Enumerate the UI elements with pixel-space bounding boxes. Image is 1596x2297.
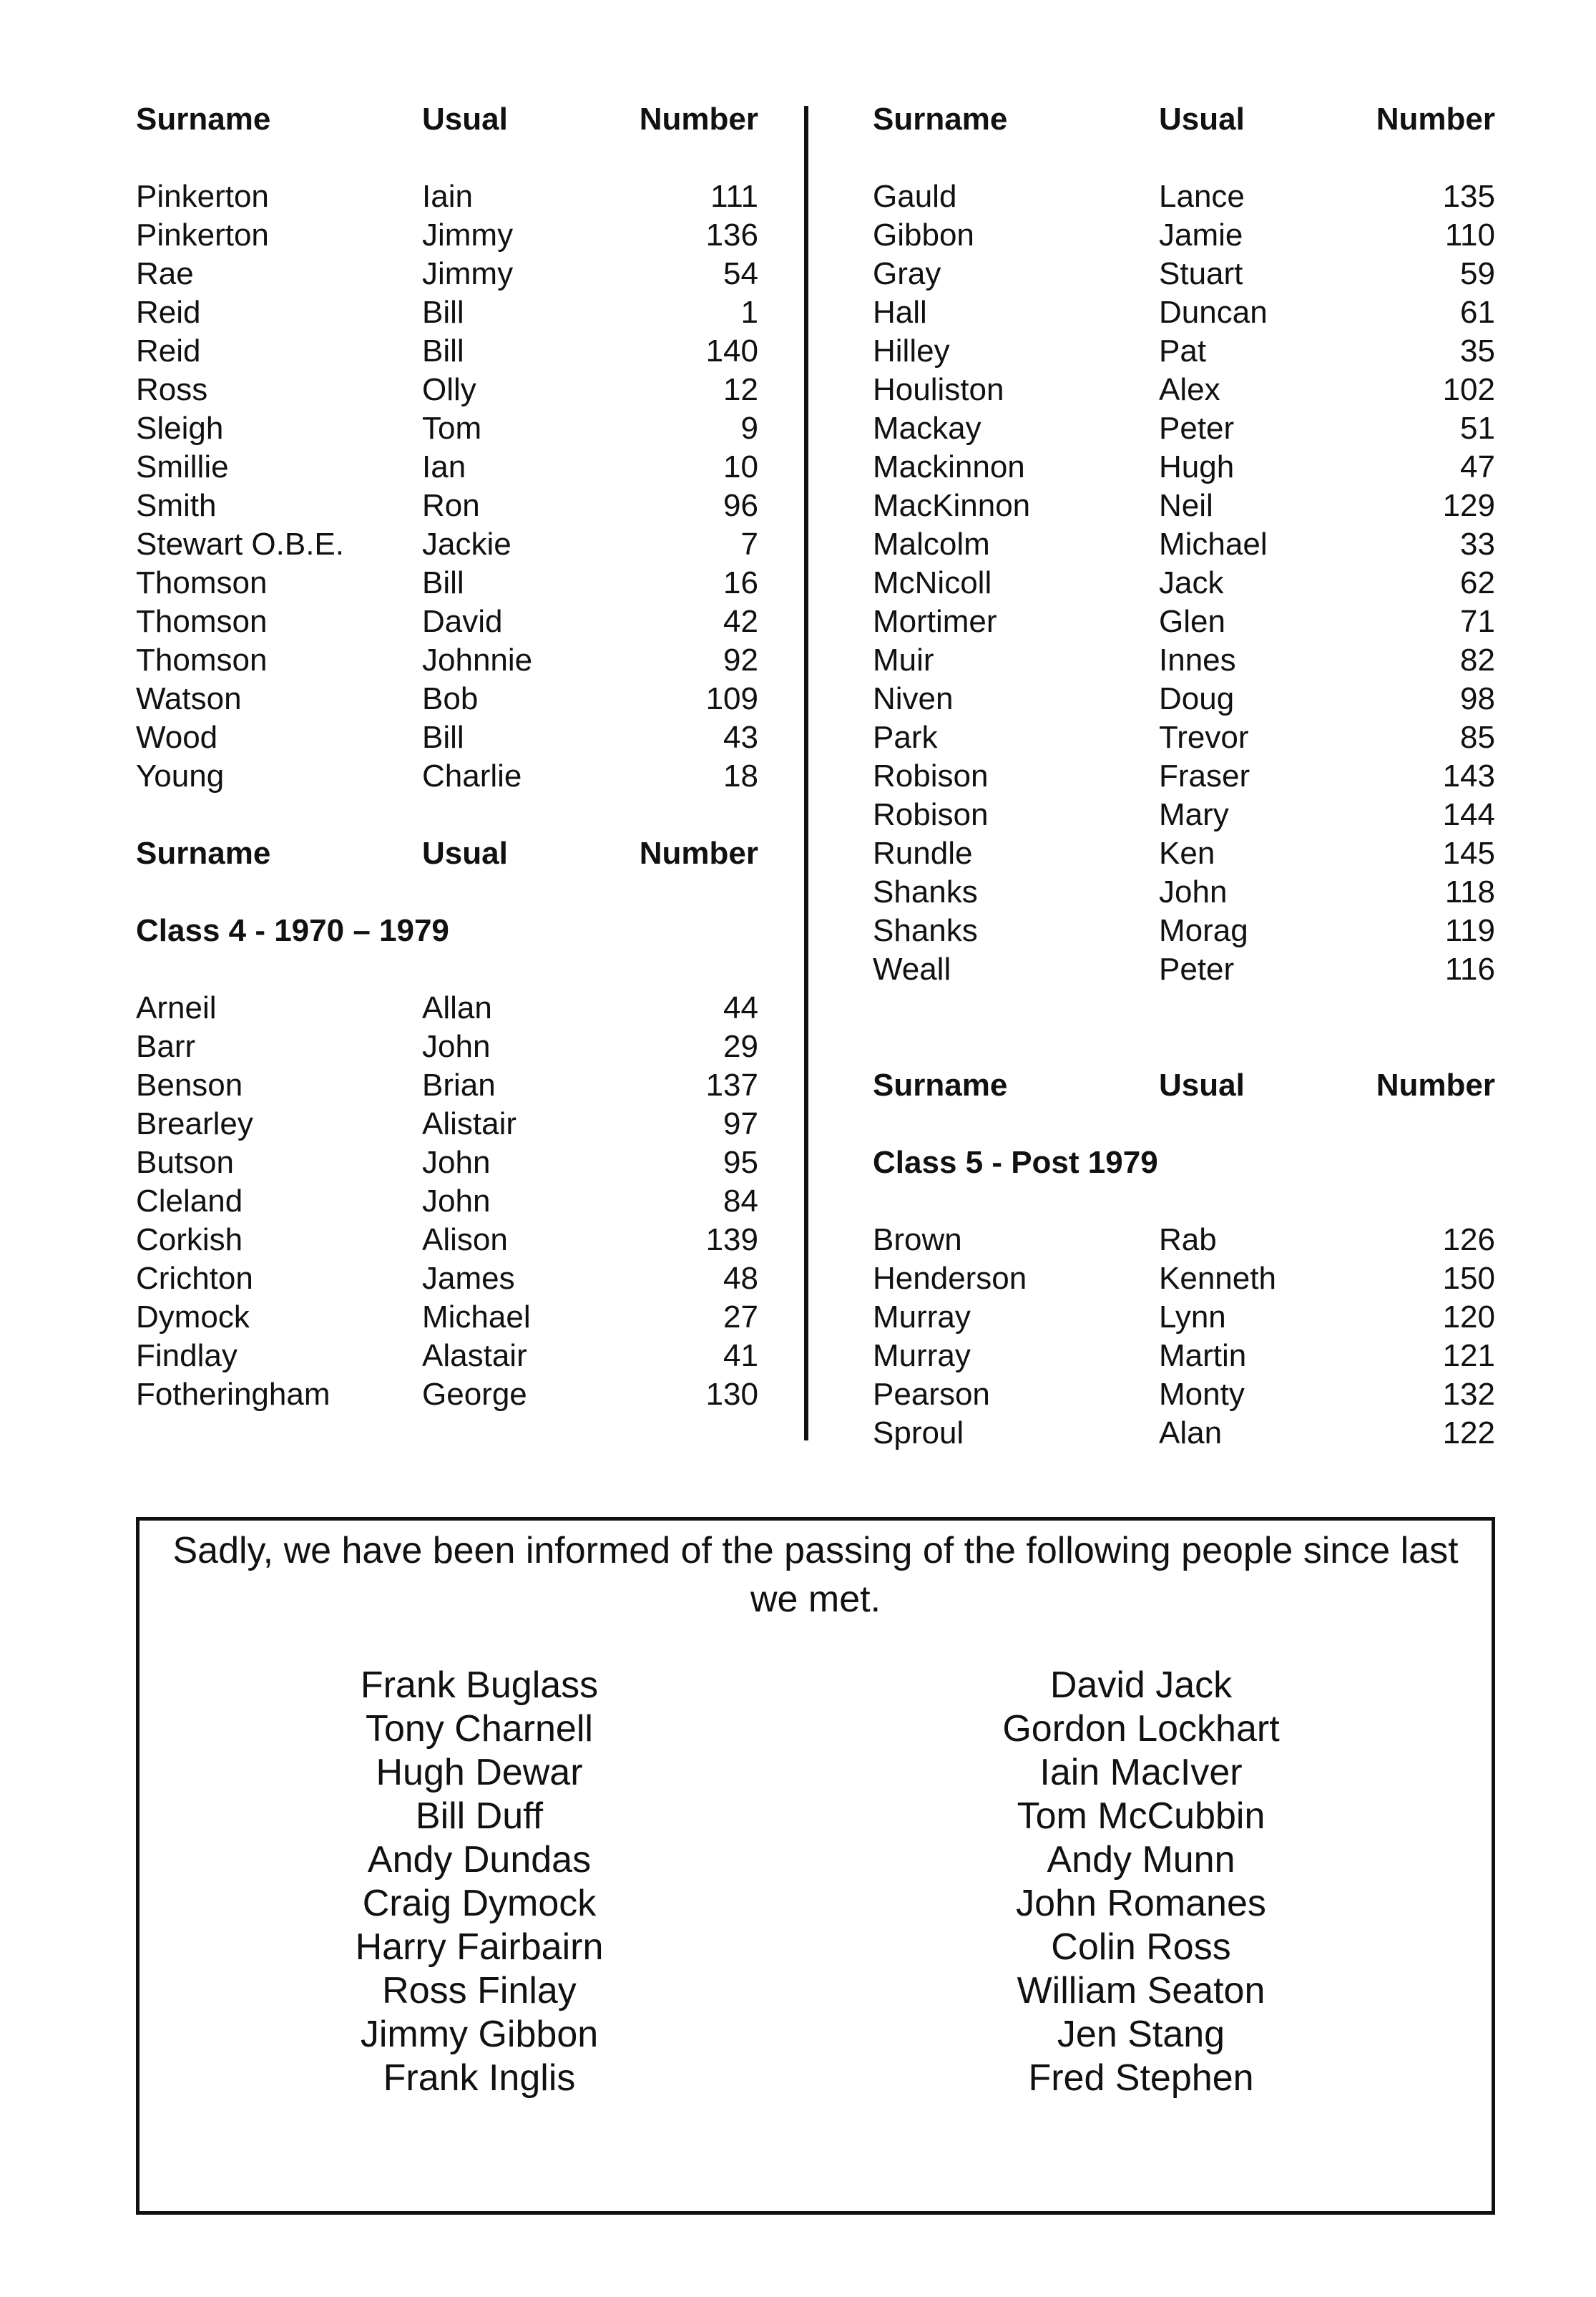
table-row xyxy=(136,1337,758,1375)
cell-number: 95 xyxy=(723,1145,758,1180)
cell-surname: Reid xyxy=(136,295,201,330)
cell-number: 126 xyxy=(1442,1222,1495,1257)
cell-surname: Henderson xyxy=(873,1261,1027,1296)
cell-usual-name: Alison xyxy=(422,1222,508,1257)
cell-number: 121 xyxy=(1442,1338,1495,1373)
cell-usual-name: Glen xyxy=(1159,604,1225,639)
header-usual: Usual xyxy=(422,836,508,871)
cell-usual-name: Allan xyxy=(422,990,492,1025)
cell-surname: Robison xyxy=(873,797,989,832)
cell-number: 35 xyxy=(1460,333,1495,369)
cell-usual-name: Doug xyxy=(1159,681,1235,716)
cell-number: 110 xyxy=(1444,218,1495,253)
header-surname: Surname xyxy=(873,1068,1008,1103)
cell-usual-name: Charlie xyxy=(422,759,522,794)
cell-number: 41 xyxy=(723,1338,758,1373)
cell-usual-name: Jack xyxy=(1159,565,1224,600)
spacer xyxy=(873,989,1495,1066)
member-list xyxy=(873,1221,1495,1453)
memorial-name: Andy Dundas xyxy=(367,1839,592,1881)
table-header xyxy=(873,1066,1495,1105)
cell-surname: Thomson xyxy=(136,643,268,678)
table-row xyxy=(136,177,758,216)
cell-usual-name: Pat xyxy=(1159,333,1207,369)
memorial-name: Craig Dymock xyxy=(362,1883,597,1924)
cell-number: 109 xyxy=(705,681,758,716)
cell-number: 96 xyxy=(723,488,758,523)
header-number: Number xyxy=(639,102,758,137)
cell-number: 48 xyxy=(723,1261,758,1296)
cell-number: 116 xyxy=(1444,952,1495,987)
cell-usual-name: Jimmy xyxy=(422,218,514,253)
cell-surname: MacKinnon xyxy=(873,488,1031,523)
cell-number: 59 xyxy=(1460,256,1495,291)
table-row xyxy=(873,525,1495,564)
cell-number: 18 xyxy=(723,759,758,794)
cell-surname: Stewart O.B.E. xyxy=(136,527,344,562)
cell-surname: Barr xyxy=(136,1029,196,1064)
left-column xyxy=(136,100,758,1414)
cell-usual-name: Trevor xyxy=(1159,720,1249,755)
cell-number: 130 xyxy=(705,1377,758,1412)
cell-number: 85 xyxy=(1460,720,1495,755)
table-row xyxy=(136,293,758,332)
cell-number: 122 xyxy=(1442,1415,1495,1450)
cell-surname: Cleland xyxy=(136,1184,243,1219)
cell-usual-name: Monty xyxy=(1159,1377,1245,1412)
cell-number: 10 xyxy=(723,449,758,484)
cell-usual-name: Stuart xyxy=(1159,256,1243,291)
table-row xyxy=(136,1259,758,1298)
cell-usual-name: Morag xyxy=(1159,913,1248,948)
table-row xyxy=(873,216,1495,255)
cell-number: 84 xyxy=(723,1184,758,1219)
cell-surname: Corkish xyxy=(136,1222,243,1257)
table-row xyxy=(873,718,1495,757)
cell-usual-name: Bob xyxy=(422,681,479,716)
table-row xyxy=(873,1298,1495,1337)
table-header xyxy=(873,100,1495,139)
memorial-name: Frank Buglass xyxy=(360,1664,599,1706)
memorial-name: John Romanes xyxy=(1016,1883,1266,1924)
cell-surname: Wood xyxy=(136,720,218,755)
cell-number: 71 xyxy=(1460,604,1495,639)
cell-surname: Fotheringham xyxy=(136,1377,331,1412)
spacer xyxy=(873,139,1495,177)
cell-surname: Smith xyxy=(136,488,217,523)
table-row xyxy=(136,332,758,371)
column-divider xyxy=(804,106,808,1440)
memorial-name: Bill Duff xyxy=(415,1795,544,1837)
cell-usual-name: Rab xyxy=(1159,1222,1217,1257)
spacer xyxy=(136,139,758,177)
table-row xyxy=(873,1221,1495,1259)
cell-number: 27 xyxy=(723,1299,758,1335)
cell-number: 9 xyxy=(740,411,758,446)
cell-surname: Murray xyxy=(873,1299,971,1335)
cell-surname: Shanks xyxy=(873,913,978,948)
cell-number: 150 xyxy=(1442,1261,1495,1296)
cell-number: 140 xyxy=(705,333,758,369)
cell-surname: Benson xyxy=(136,1068,243,1103)
cell-surname: Houliston xyxy=(873,372,1004,407)
header-usual: Usual xyxy=(422,102,508,137)
cell-surname: Sleigh xyxy=(136,411,224,446)
cell-number: 47 xyxy=(1460,449,1495,484)
table-row xyxy=(136,255,758,293)
cell-surname: Hilley xyxy=(873,333,950,369)
table-row xyxy=(873,912,1495,950)
cell-surname: Mackay xyxy=(873,411,981,446)
cell-surname: Mackinnon xyxy=(873,449,1025,484)
cell-surname: Findlay xyxy=(136,1338,238,1373)
cell-number: 42 xyxy=(723,604,758,639)
table-row xyxy=(136,371,758,409)
cell-usual-name: Olly xyxy=(422,372,476,407)
cell-usual-name: Bill xyxy=(422,295,464,330)
cell-usual-name: Johnnie xyxy=(422,643,533,678)
cell-usual-name: Alan xyxy=(1159,1415,1223,1450)
cell-number: 145 xyxy=(1442,836,1495,871)
cell-number: 51 xyxy=(1460,411,1495,446)
memorial-name: William Seaton xyxy=(1017,1970,1265,2011)
memorial-intro: Sadly, we have been informed of the passing of the following people since last we met. xyxy=(172,1530,1459,1620)
table-row xyxy=(136,989,758,1028)
cell-usual-name: Innes xyxy=(1159,643,1236,678)
cell-usual-name: George xyxy=(422,1377,527,1412)
cell-usual-name: Ken xyxy=(1159,836,1215,871)
cell-number: 119 xyxy=(1444,913,1495,948)
spacer xyxy=(136,796,758,834)
header-surname: Surname xyxy=(136,836,271,871)
cell-usual-name: John xyxy=(1159,874,1228,909)
member-list xyxy=(136,177,758,796)
memorial-name: Hugh Dewar xyxy=(376,1752,583,1793)
table-row xyxy=(873,448,1495,487)
cell-usual-name: Peter xyxy=(1159,952,1235,987)
memorial-name: Iain MacIver xyxy=(1039,1752,1243,1793)
cell-surname: Murray xyxy=(873,1338,971,1373)
member-list xyxy=(136,989,758,1414)
table-row xyxy=(136,1221,758,1259)
cell-surname: Park xyxy=(873,720,938,755)
cell-surname: Weall xyxy=(873,952,951,987)
table-row xyxy=(136,1298,758,1337)
table-row xyxy=(873,564,1495,603)
header-number: Number xyxy=(639,836,758,871)
cell-number: 111 xyxy=(710,179,758,214)
cell-usual-name: John xyxy=(422,1184,491,1219)
table-row xyxy=(873,834,1495,873)
table-row xyxy=(873,487,1495,525)
table-row xyxy=(873,1414,1495,1453)
cell-usual-name: Alistair xyxy=(422,1106,517,1141)
cell-surname: Pinkerton xyxy=(136,218,269,253)
cell-usual-name: Fraser xyxy=(1159,759,1250,794)
cell-surname: Reid xyxy=(136,333,201,369)
cell-surname: Young xyxy=(136,759,225,794)
cell-usual-name: Neil xyxy=(1159,488,1213,523)
cell-number: 12 xyxy=(723,372,758,407)
cell-surname: Dymock xyxy=(136,1299,250,1335)
table-row xyxy=(873,255,1495,293)
cell-usual-name: John xyxy=(422,1145,491,1180)
cell-number: 29 xyxy=(723,1029,758,1064)
cell-surname: Shanks xyxy=(873,874,978,909)
cell-usual-name: Jackie xyxy=(422,527,511,562)
table-row xyxy=(873,641,1495,680)
cell-number: 143 xyxy=(1442,759,1495,794)
cell-number: 92 xyxy=(723,643,758,678)
cell-usual-name: Ron xyxy=(422,488,480,523)
cell-surname: Niven xyxy=(873,681,954,716)
table-row xyxy=(136,448,758,487)
cell-usual-name: Ian xyxy=(422,449,466,484)
cell-usual-name: Lance xyxy=(1159,179,1245,214)
cell-number: 120 xyxy=(1442,1299,1495,1335)
cell-surname: Smillie xyxy=(136,449,229,484)
cell-usual-name: Alex xyxy=(1159,372,1220,407)
cell-usual-name: Bill xyxy=(422,565,464,600)
cell-usual-name: Mary xyxy=(1159,797,1229,832)
table-row xyxy=(136,1105,758,1143)
table-header xyxy=(136,100,758,139)
cell-surname: Malcolm xyxy=(873,527,990,562)
memorial-name: Ross Finlay xyxy=(382,1970,577,2011)
cell-usual-name: John xyxy=(422,1029,491,1064)
cell-surname: Pearson xyxy=(873,1377,990,1412)
cell-surname: Brown xyxy=(873,1222,962,1257)
spacer xyxy=(873,1182,1495,1221)
cell-usual-name: Jamie xyxy=(1159,218,1243,253)
cell-usual-name: Duncan xyxy=(1159,295,1268,330)
cell-usual-name: Bill xyxy=(422,720,464,755)
cell-usual-name: Bill xyxy=(422,333,464,369)
table-row xyxy=(136,1375,758,1414)
cell-number: 97 xyxy=(723,1106,758,1141)
cell-usual-name: Brian xyxy=(422,1068,496,1103)
table-header xyxy=(136,834,758,873)
cell-surname: Brearley xyxy=(136,1106,253,1141)
cell-number: 7 xyxy=(740,527,758,562)
cell-number: 33 xyxy=(1460,527,1495,562)
header-usual: Usual xyxy=(1159,1068,1245,1103)
cell-surname: Sproul xyxy=(873,1415,964,1450)
cell-surname: Muir xyxy=(873,643,934,678)
cell-surname: Butson xyxy=(136,1145,234,1180)
spacer xyxy=(136,950,758,989)
memorial-name: Jimmy Gibbon xyxy=(360,2014,599,2055)
memorial-name: David Jack xyxy=(1049,1664,1233,1706)
header-usual: Usual xyxy=(1159,102,1245,137)
class-5-title: Class 5 - Post 1979 xyxy=(873,1145,1158,1180)
cell-surname: Mortimer xyxy=(873,604,997,639)
table-row xyxy=(873,1259,1495,1298)
cell-number: 44 xyxy=(723,990,758,1025)
table-row xyxy=(136,564,758,603)
spacer xyxy=(873,1105,1495,1143)
table-row xyxy=(873,1375,1495,1414)
table-row xyxy=(873,603,1495,641)
table-row xyxy=(136,603,758,641)
table-row xyxy=(136,409,758,448)
header-number: Number xyxy=(1376,1068,1495,1103)
cell-usual-name: Alastair xyxy=(422,1338,527,1373)
table-row xyxy=(136,1028,758,1066)
cell-number: 82 xyxy=(1460,643,1495,678)
table-row xyxy=(873,796,1495,834)
header-surname: Surname xyxy=(136,102,271,137)
cell-number: 118 xyxy=(1444,874,1495,909)
cell-number: 98 xyxy=(1460,681,1495,716)
cell-surname: Gray xyxy=(873,256,941,291)
cell-number: 144 xyxy=(1442,797,1495,832)
table-row xyxy=(136,525,758,564)
cell-surname: Thomson xyxy=(136,604,268,639)
cell-usual-name: James xyxy=(422,1261,515,1296)
cell-usual-name: Kenneth xyxy=(1159,1261,1276,1296)
memorial-name: Harry Fairbairn xyxy=(355,1926,604,1968)
memorial-name: Frank Inglis xyxy=(383,2057,576,2099)
memorial-names-left xyxy=(229,1664,730,2100)
cell-surname: Rundle xyxy=(873,836,973,871)
memorial-name: Andy Munn xyxy=(1047,1839,1235,1881)
cell-usual-name: Martin xyxy=(1159,1338,1247,1373)
memorial-names-right xyxy=(891,1664,1391,2100)
table-row xyxy=(873,371,1495,409)
cell-number: 139 xyxy=(705,1222,758,1257)
cell-usual-name: Lynn xyxy=(1159,1299,1226,1335)
table-row xyxy=(136,680,758,718)
cell-number: 54 xyxy=(723,256,758,291)
cell-surname: Crichton xyxy=(136,1261,253,1296)
cell-usual-name: Tom xyxy=(422,411,482,446)
cell-number: 137 xyxy=(705,1068,758,1103)
cell-number: 135 xyxy=(1442,179,1495,214)
cell-usual-name: Iain xyxy=(422,179,473,214)
table-row xyxy=(873,1337,1495,1375)
cell-usual-name: Hugh xyxy=(1159,449,1235,484)
table-row xyxy=(873,409,1495,448)
cell-surname: Arneil xyxy=(136,990,217,1025)
table-row xyxy=(136,1182,758,1221)
memorial-name: Colin Ross xyxy=(1051,1926,1231,1968)
table-row xyxy=(136,757,758,796)
cell-surname: Robison xyxy=(873,759,989,794)
table-row xyxy=(136,216,758,255)
table-row xyxy=(873,950,1495,989)
table-row xyxy=(873,680,1495,718)
table-row xyxy=(873,177,1495,216)
memorial-name: Tom McCubbin xyxy=(1017,1795,1265,1837)
cell-surname: Watson xyxy=(136,681,242,716)
member-list xyxy=(873,177,1495,989)
cell-usual-name: Jimmy xyxy=(422,256,514,291)
table-row xyxy=(136,641,758,680)
cell-surname: Rae xyxy=(136,256,194,291)
cell-number: 136 xyxy=(705,218,758,253)
table-row xyxy=(136,487,758,525)
cell-number: 1 xyxy=(740,295,758,330)
cell-surname: Pinkerton xyxy=(136,179,269,214)
cell-number: 62 xyxy=(1460,565,1495,600)
cell-usual-name: Michael xyxy=(1159,527,1268,562)
table-row xyxy=(873,293,1495,332)
cell-number: 102 xyxy=(1442,372,1495,407)
table-row xyxy=(873,873,1495,912)
header-number: Number xyxy=(1376,102,1495,137)
memorial-name: Tony Charnell xyxy=(366,1708,593,1750)
memorial-name: Gordon Lockhart xyxy=(1002,1708,1280,1750)
cell-number: 132 xyxy=(1442,1377,1495,1412)
table-row xyxy=(136,718,758,757)
memorial-name: Jen Stang xyxy=(1057,2014,1225,2055)
table-row xyxy=(136,1066,758,1105)
memorial-name: Fred Stephen xyxy=(1028,2057,1254,2099)
cell-usual-name: David xyxy=(422,604,503,639)
right-column xyxy=(873,100,1495,1453)
cell-surname: McNicoll xyxy=(873,565,992,600)
cell-number: 43 xyxy=(723,720,758,755)
cell-surname: Thomson xyxy=(136,565,268,600)
cell-surname: Hall xyxy=(873,295,927,330)
header-surname: Surname xyxy=(873,102,1008,137)
spacer xyxy=(136,873,758,912)
cell-surname: Gauld xyxy=(873,179,957,214)
memorial-box xyxy=(136,1517,1495,2215)
class-4-title: Class 4 - 1970 – 1979 xyxy=(136,913,449,948)
cell-number: 61 xyxy=(1460,295,1495,330)
table-row xyxy=(136,1143,758,1182)
cell-surname: Ross xyxy=(136,372,208,407)
cell-number: 16 xyxy=(723,565,758,600)
table-row xyxy=(873,332,1495,371)
cell-surname: Gibbon xyxy=(873,218,974,253)
cell-usual-name: Michael xyxy=(422,1299,531,1335)
cell-number: 129 xyxy=(1442,488,1495,523)
cell-usual-name: Peter xyxy=(1159,411,1235,446)
table-row xyxy=(873,757,1495,796)
